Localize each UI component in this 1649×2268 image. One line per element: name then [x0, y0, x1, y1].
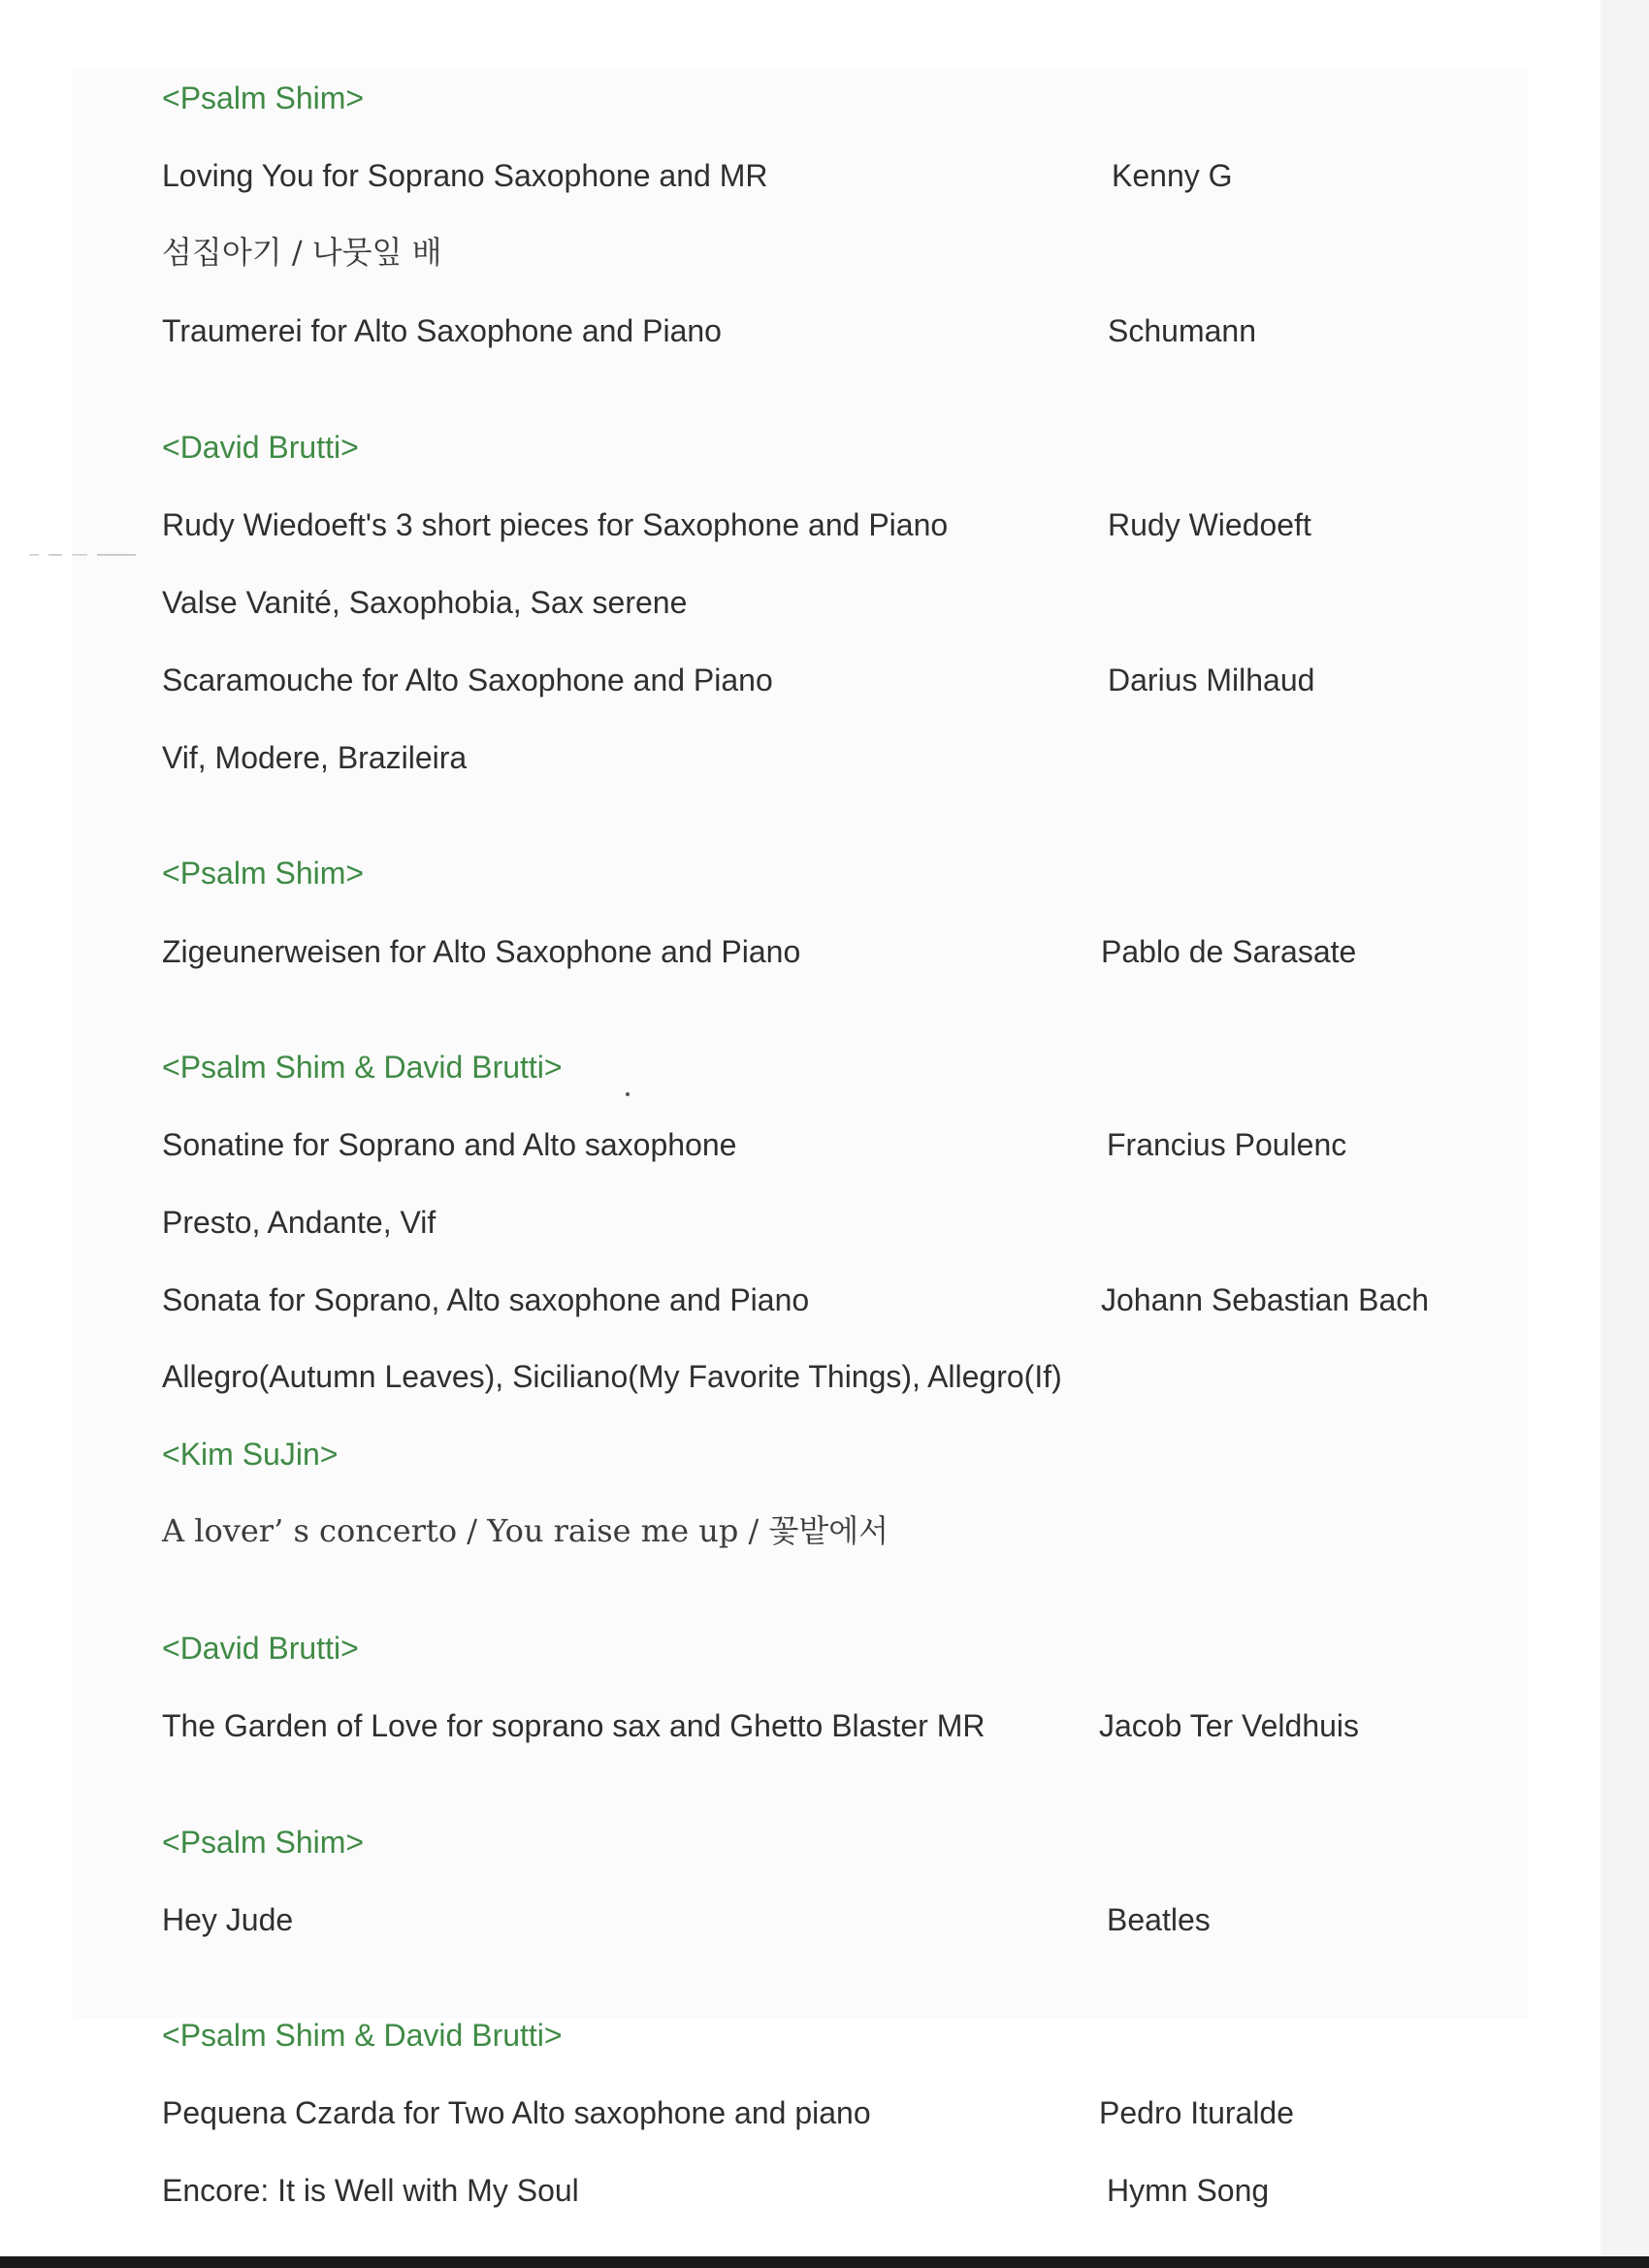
performer-heading: <Kim SuJin>: [162, 1437, 339, 1472]
piece-title: Hey Jude: [162, 1902, 294, 1937]
piece-title: The Garden of Love for soprano sax and Ghetto Blaster MR: [162, 1708, 986, 1743]
composer-name: Rudy Wiedoeft: [1108, 507, 1311, 542]
piece-title: Pequena Czarda for Two Alto saxophone and piano: [162, 2095, 871, 2130]
performer-heading: <Psalm Shim>: [162, 81, 365, 115]
piece-movements: Allegro(Autumn Leaves), Siciliano(My Favorite Things), Allegro(If): [162, 1359, 1062, 1394]
composer-name: Francius Poulenc: [1107, 1127, 1347, 1162]
composer-name: Kenny G: [1112, 158, 1233, 193]
composer-name: Schumann: [1108, 313, 1256, 348]
piece-title: Rudy Wiedoeft's 3 short pieces for Saxophone and Piano: [162, 507, 949, 542]
scan-speck: [626, 1092, 630, 1096]
piece-title: 섬집아기 / 나뭇잎 배: [162, 234, 442, 271]
piece-movements: Presto, Andante, Vif: [162, 1205, 436, 1240]
composer-name: Pablo de Sarasate: [1101, 934, 1357, 969]
performer-heading: <Psalm Shim>: [162, 1825, 365, 1860]
piece-title: A lover’ s concerto / You raise me up / 꽃밭에서: [162, 1512, 889, 1549]
scan-mark: [29, 554, 136, 556]
piece-movements: Vif, Modere, Brazileira: [162, 740, 468, 775]
composer-name: Jacob Ter Veldhuis: [1099, 1708, 1360, 1743]
performer-heading: <Psalm Shim & David Brutti>: [162, 1050, 563, 1085]
performer-heading: <Psalm Shim & David Brutti>: [162, 2018, 563, 2053]
performer-heading: <David Brutti>: [162, 430, 359, 465]
composer-name: Darius Milhaud: [1108, 663, 1315, 697]
piece-title: Scaramouche for Alto Saxophone and Piano: [162, 663, 773, 697]
composer-name: Pedro Ituralde: [1099, 2095, 1295, 2130]
composer-name: Johann Sebastian Bach: [1101, 1282, 1430, 1317]
encore-title: Encore: It is Well with My Soul: [162, 2173, 579, 2208]
composer-name: Beatles: [1107, 1902, 1211, 1937]
scan-right-edge: [1600, 0, 1649, 2268]
piece-title: Sonata for Soprano, Alto saxophone and Piano: [162, 1282, 810, 1317]
piece-title: Traumerei for Alto Saxophone and Piano: [162, 313, 722, 348]
scan-bottom-edge: [0, 2256, 1649, 2268]
composer-name: Hymn Song: [1107, 2173, 1270, 2208]
piece-title: Zigeunerweisen for Alto Saxophone and Piano: [162, 934, 801, 969]
performer-heading: <Psalm Shim>: [162, 856, 365, 891]
performer-heading: <David Brutti>: [162, 1631, 359, 1666]
piece-title: Sonatine for Soprano and Alto saxophone: [162, 1127, 737, 1162]
piece-title: Loving You for Soprano Saxophone and MR: [162, 158, 768, 193]
piece-movements: Valse Vanité, Saxophobia, Sax serene: [162, 585, 688, 620]
